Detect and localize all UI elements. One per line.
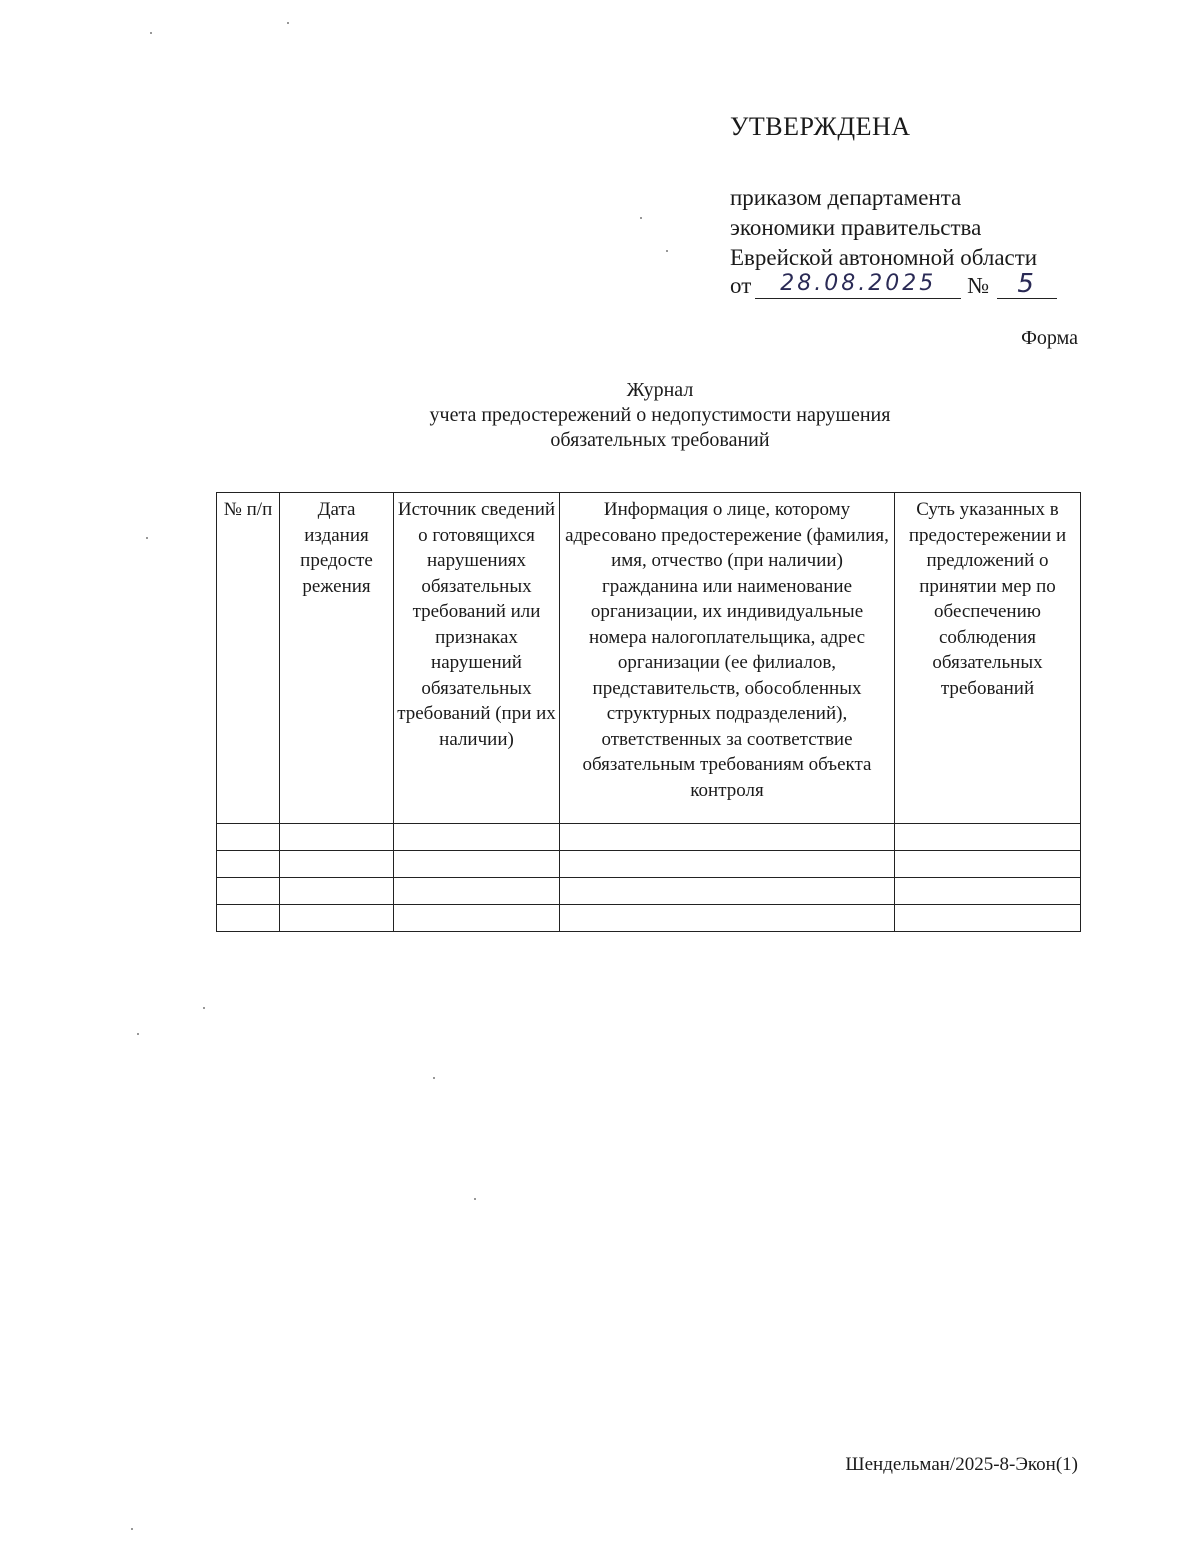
handwritten-date: 28.08.2025 [755,270,961,299]
table-cell [560,851,895,878]
table-cell [280,851,394,878]
table-row [217,878,1081,905]
table-cell [217,905,280,932]
table-cell [217,878,280,905]
scan-speck [150,32,152,34]
header-information-source: Источник сведений о готовящихся нарушениях обязательных требований или признаках нарушений обязательных требований (при их наличии) [394,493,560,824]
table-cell [280,905,394,932]
handwritten-number: 5 [997,270,1057,299]
table-cell [394,851,560,878]
table-cell [560,905,895,932]
table-header-row [217,493,1081,824]
table-cell [394,878,560,905]
date-prefix: от [730,273,752,298]
scan-speck [146,537,148,539]
table-cell [895,851,1081,878]
table-cell [560,824,895,851]
scan-speck [640,217,642,219]
journal-title-line: учета предостережений о недопустимости нарушения [429,404,891,426]
scan-speck [287,22,289,24]
table-cell [217,824,280,851]
header-issue-date: Дата издания предосте режения [280,493,394,824]
table-cell [895,905,1081,932]
table-row [217,905,1081,932]
approval-title: УТВЕРЖДЕНА [730,112,911,141]
table-cell [217,851,280,878]
number-prefix: № [967,273,990,298]
table-cell [895,824,1081,851]
table-cell [394,824,560,851]
journal-title-line: Журнал [626,379,694,401]
approval-line: Еврейской автономной области [730,245,1038,270]
table-row [217,851,1081,878]
scan-speck [137,1033,139,1035]
approval-line: приказом департамента [730,185,962,210]
scan-speck [203,1007,205,1009]
journal-table [216,492,1081,932]
approval-order-text [730,183,1037,273]
order-date-number-line [730,270,1057,300]
table-cell [394,905,560,932]
scan-speck [474,1198,476,1200]
journal-title-line: обязательных требований [550,429,770,451]
header-number: № п/п [217,493,280,824]
document-footer-code: Шендельман/2025-8-Экон(1) [845,1454,1078,1475]
scan-speck [433,1077,435,1079]
header-warning-essence: Суть указанных в предостережении и предложений о принятии мер по обеспечению соблюдения обязательных требований [895,493,1081,824]
table-cell [560,878,895,905]
table-cell [895,878,1081,905]
form-label: Форма [1021,327,1078,349]
scan-speck [131,1528,133,1530]
journal-title [300,378,1020,453]
scan-speck [666,250,668,252]
table-cell [280,878,394,905]
approval-line: экономики правительства [730,215,982,240]
table-cell [280,824,394,851]
header-addressee-info: Информация о лице, которому адресовано предостережение (фамилия, имя, отчество (при наличии) гражданина или наименование организации, их индивидуальные номера налогоплательщика, адрес организации (ее филиалов, представительств, обособленных структурных подразделений), ответственных за соответствие обязательным требованиям объекта контроля [560,493,895,824]
table-row [217,824,1081,851]
